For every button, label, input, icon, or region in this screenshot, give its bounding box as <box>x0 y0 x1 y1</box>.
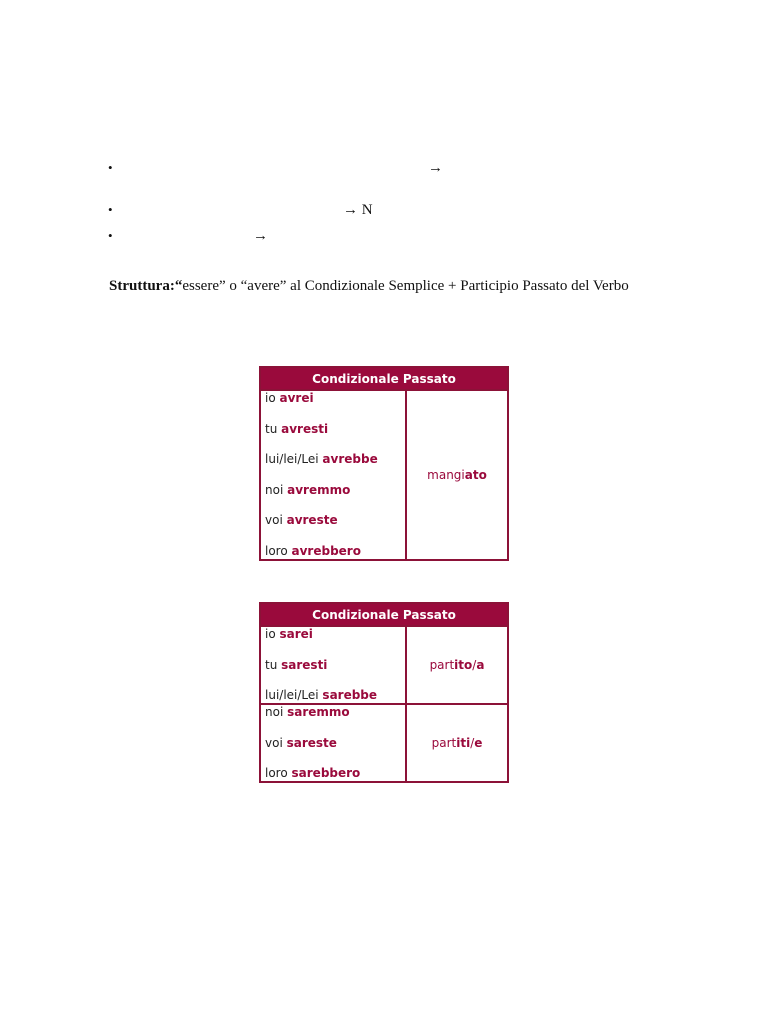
table-header: Condizionale Passato <box>260 603 508 626</box>
pronoun: lui/lei/Lei <box>265 688 323 702</box>
pronoun: tu <box>265 421 282 436</box>
bullet-marker: • <box>108 202 113 217</box>
participle-ending: ito <box>454 658 473 672</box>
conjugation-row <box>265 736 401 767</box>
conjugation-row <box>265 688 401 703</box>
participle-ending: ato <box>464 467 487 482</box>
arrow-text: → N <box>343 202 373 218</box>
participle-ending: iti <box>456 736 471 750</box>
auxiliary-verb: sareste <box>286 735 337 750</box>
pronoun: noi <box>265 705 288 719</box>
structure-line <box>109 278 629 295</box>
participle-alt-ending: a <box>476 658 485 672</box>
participle-stem: mangi <box>427 467 465 482</box>
table-header: Condizionale Passato <box>260 367 508 390</box>
pronoun-column-plural <box>260 704 406 782</box>
conjugation-row <box>265 513 401 544</box>
pronoun: io <box>265 627 280 641</box>
pronoun: tu <box>265 657 282 672</box>
pronoun: voi <box>265 735 287 750</box>
conjugation-row <box>265 452 401 483</box>
participle-stem: part <box>431 736 457 750</box>
auxiliary-verb: avremmo <box>287 482 351 497</box>
participle-separator: / <box>472 658 477 672</box>
bullet-marker: • <box>108 160 113 175</box>
participle-cell-singular <box>406 626 508 704</box>
conjugation-row <box>265 544 401 559</box>
auxiliary-verb: saresti <box>281 657 328 672</box>
conjugation-row <box>265 766 401 781</box>
conjugation-table-essere <box>259 602 509 783</box>
auxiliary-verb: avrebbero <box>291 543 361 558</box>
pronoun: lui/lei/Lei <box>265 452 323 466</box>
structure-label: Struttura:“ <box>109 278 183 294</box>
arrow-text: → <box>253 228 268 244</box>
participle-cell <box>406 390 508 560</box>
participle-alt-ending: e <box>474 736 483 750</box>
conjugation-table-avere <box>259 366 509 561</box>
conjugation-row <box>265 422 401 453</box>
auxiliary-verb: avresti <box>281 421 329 436</box>
auxiliary-verb: sarei <box>279 627 313 641</box>
pronoun: voi <box>265 513 287 527</box>
conjugation-row <box>265 391 401 422</box>
auxiliary-verb: avreste <box>286 513 338 527</box>
conjugation-row <box>265 627 401 658</box>
pronoun: loro <box>265 543 292 558</box>
participle-cell-plural <box>406 704 508 782</box>
pronoun: io <box>265 391 280 405</box>
conjugation-row <box>265 658 401 689</box>
conjugation-row <box>265 705 401 736</box>
pronoun: noi <box>265 482 288 497</box>
pronoun-column <box>260 390 406 560</box>
conjugation-row <box>265 483 401 514</box>
auxiliary-verb: avrei <box>279 391 314 405</box>
pronoun-column-singular <box>260 626 406 704</box>
participle-separator: / <box>470 736 475 750</box>
pronoun: loro <box>265 766 292 780</box>
participle-stem: part <box>429 658 455 672</box>
auxiliary-verb: sarebbero <box>291 766 361 780</box>
auxiliary-verb: saremmo <box>287 705 350 719</box>
auxiliary-verb: sarebbe <box>322 688 378 702</box>
bullet-marker: • <box>108 228 113 243</box>
auxiliary-verb: avrebbe <box>322 452 378 466</box>
structure-text: essere” o “avere” al Condizionale Semplice + Participio Passato del Verbo <box>182 278 629 294</box>
arrow-text: → <box>428 160 443 176</box>
